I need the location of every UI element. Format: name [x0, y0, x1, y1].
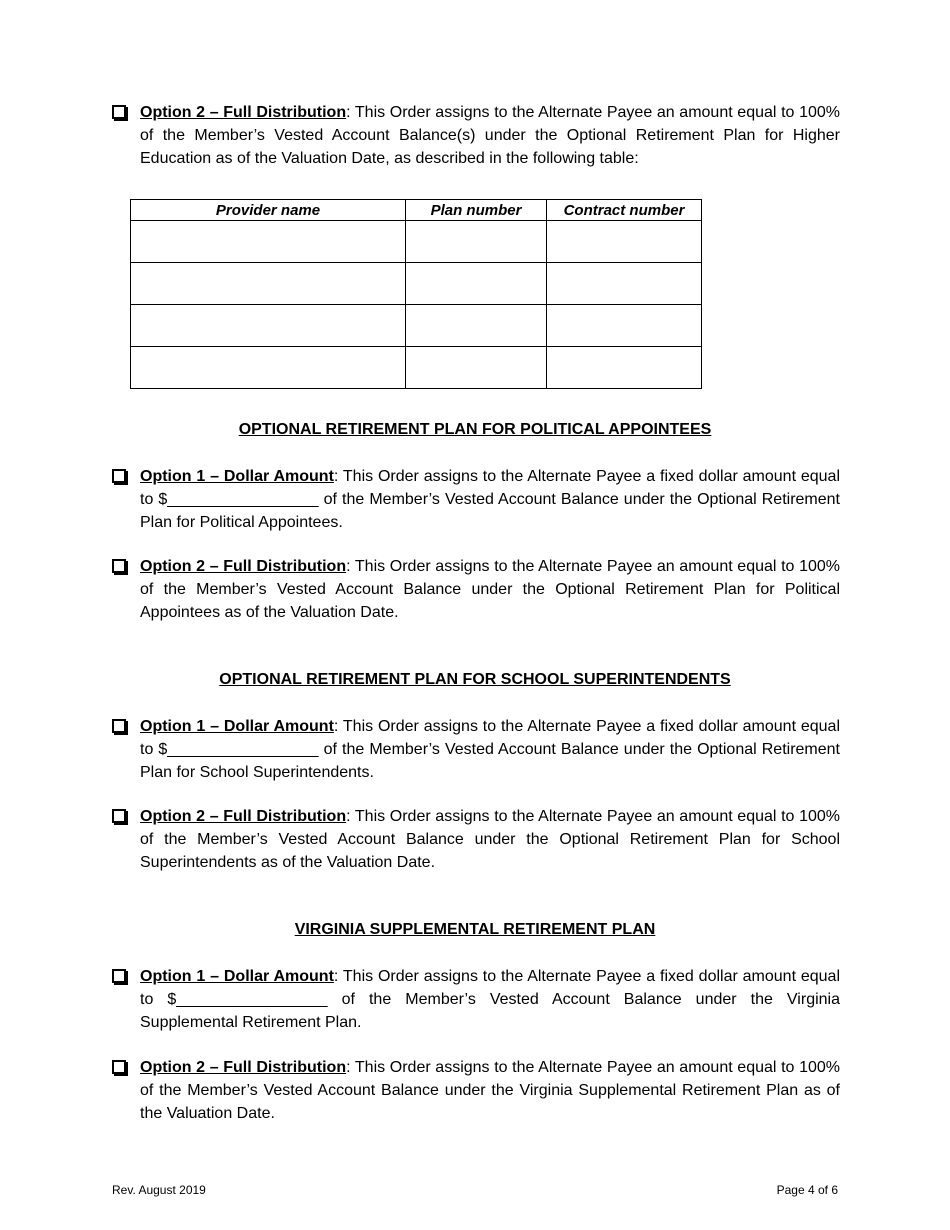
vsrp-option-2: [112, 1056, 840, 1125]
plan-number-cell[interactable]: [406, 347, 547, 389]
table-row: [131, 221, 702, 263]
political-option-1: [112, 465, 840, 534]
checkbox-superintendents-option-2[interactable]: [112, 809, 126, 823]
school-superintendents-heading: OPTIONAL RETIREMENT PLAN FOR SCHOOL SUPERINTENDENTS: [219, 671, 731, 688]
table-row: [131, 263, 702, 305]
provider-name-cell[interactable]: [131, 347, 406, 389]
plan-number-cell[interactable]: [406, 305, 547, 347]
contract-number-cell[interactable]: [547, 305, 702, 347]
option-label: Option 2 – Full Distribution: [140, 808, 347, 825]
political-appointees-heading: OPTIONAL RETIREMENT PLAN FOR POLITICAL APPOINTEES: [238, 421, 712, 438]
option-text: [140, 1056, 840, 1125]
table-header-row: [131, 200, 702, 221]
option-text: [140, 465, 840, 534]
provider-name-cell[interactable]: [131, 221, 406, 263]
vsrp-heading: VIRGINIA SUPPLEMENTAL RETIREMENT PLAN: [294, 921, 656, 938]
provider-name-cell[interactable]: [131, 263, 406, 305]
option-label: Option 2 – Full Distribution: [140, 104, 347, 121]
table-row: [131, 305, 702, 347]
orp-he-option-2: [112, 101, 840, 170]
checkbox-superintendents-option-1[interactable]: [112, 719, 126, 733]
option-body: : This Order assigns to the Alternate Payee an amount equal to 100% of the Member’s Vested Account Balance under the Optional Retirement Plan for School Superintendents as of the Valuation Date.: [140, 808, 841, 871]
option-text: [140, 805, 840, 874]
option-label: Option 2 – Full Distribution: [140, 558, 347, 575]
table-row: [131, 347, 702, 389]
provider-table: [130, 199, 702, 389]
footer-page-number: Page 4 of 6: [776, 1183, 838, 1197]
vsrp-option-1: [112, 965, 840, 1034]
checkbox-orp-he-option-2[interactable]: [112, 105, 126, 119]
option-text: [140, 715, 840, 784]
political-option-2: [112, 555, 840, 624]
option-label: Option 1 – Dollar Amount: [140, 718, 334, 735]
plan-number-header: Plan number: [406, 200, 547, 221]
contract-number-cell[interactable]: [547, 347, 702, 389]
contract-number-header: Contract number: [547, 200, 702, 221]
option-text: [140, 101, 840, 170]
option-body: : This Order assigns to the Alternate Payee an amount equal to 100% of the Member’s Vested Account Balance(s) under the Optional Retirement Plan for Higher Education as of the Valuation Date, as described in the following table:: [140, 104, 841, 167]
option-text: [140, 555, 840, 624]
option-body: : This Order assigns to the Alternate Payee a fixed dollar amount equal to $_________________ of the Member’s Vested Account Balance under the Optional Retirement Plan for Political Appointees.: [140, 468, 840, 531]
footer-revision: Rev. August 2019: [112, 1183, 206, 1197]
contract-number-cell[interactable]: [547, 263, 702, 305]
option-label: Option 1 – Dollar Amount: [140, 468, 334, 485]
option-body: : This Order assigns to the Alternate Payee an amount equal to 100% of the Member’s Vested Account Balance under the Virginia Supplemental Retirement Plan as of the Valuation Date.: [140, 1059, 841, 1122]
option-body: : This Order assigns to the Alternate Payee an amount equal to 100% of the Member’s Vested Account Balance under the Optional Retirement Plan for Political Appointees as of the Valuation Date.: [140, 558, 841, 621]
superintendents-option-2: [112, 805, 840, 874]
contract-number-cell[interactable]: [547, 221, 702, 263]
option-body: : This Order assigns to the Alternate Payee a fixed dollar amount equal to $_________________ of the Member’s Vested Account Balance under the Optional Retirement Plan for School Superintendents.: [140, 718, 840, 781]
checkbox-vsrp-option-1[interactable]: [112, 969, 126, 983]
plan-number-cell[interactable]: [406, 221, 547, 263]
plan-number-cell[interactable]: [406, 263, 547, 305]
provider-name-header: Provider name: [131, 200, 406, 221]
option-body: : This Order assigns to the Alternate Payee a fixed dollar amount equal to $_________________ of the Member’s Vested Account Balance under the Virginia Supplemental Retirement Plan.: [140, 968, 840, 1031]
option-label: Option 1 – Dollar Amount: [140, 968, 334, 985]
checkbox-vsrp-option-2[interactable]: [112, 1060, 126, 1074]
checkbox-political-option-1[interactable]: [112, 469, 126, 483]
superintendents-option-1: [112, 715, 840, 784]
option-label: Option 2 – Full Distribution: [140, 1059, 347, 1076]
option-text: [140, 965, 840, 1034]
provider-name-cell[interactable]: [131, 305, 406, 347]
checkbox-political-option-2[interactable]: [112, 559, 126, 573]
